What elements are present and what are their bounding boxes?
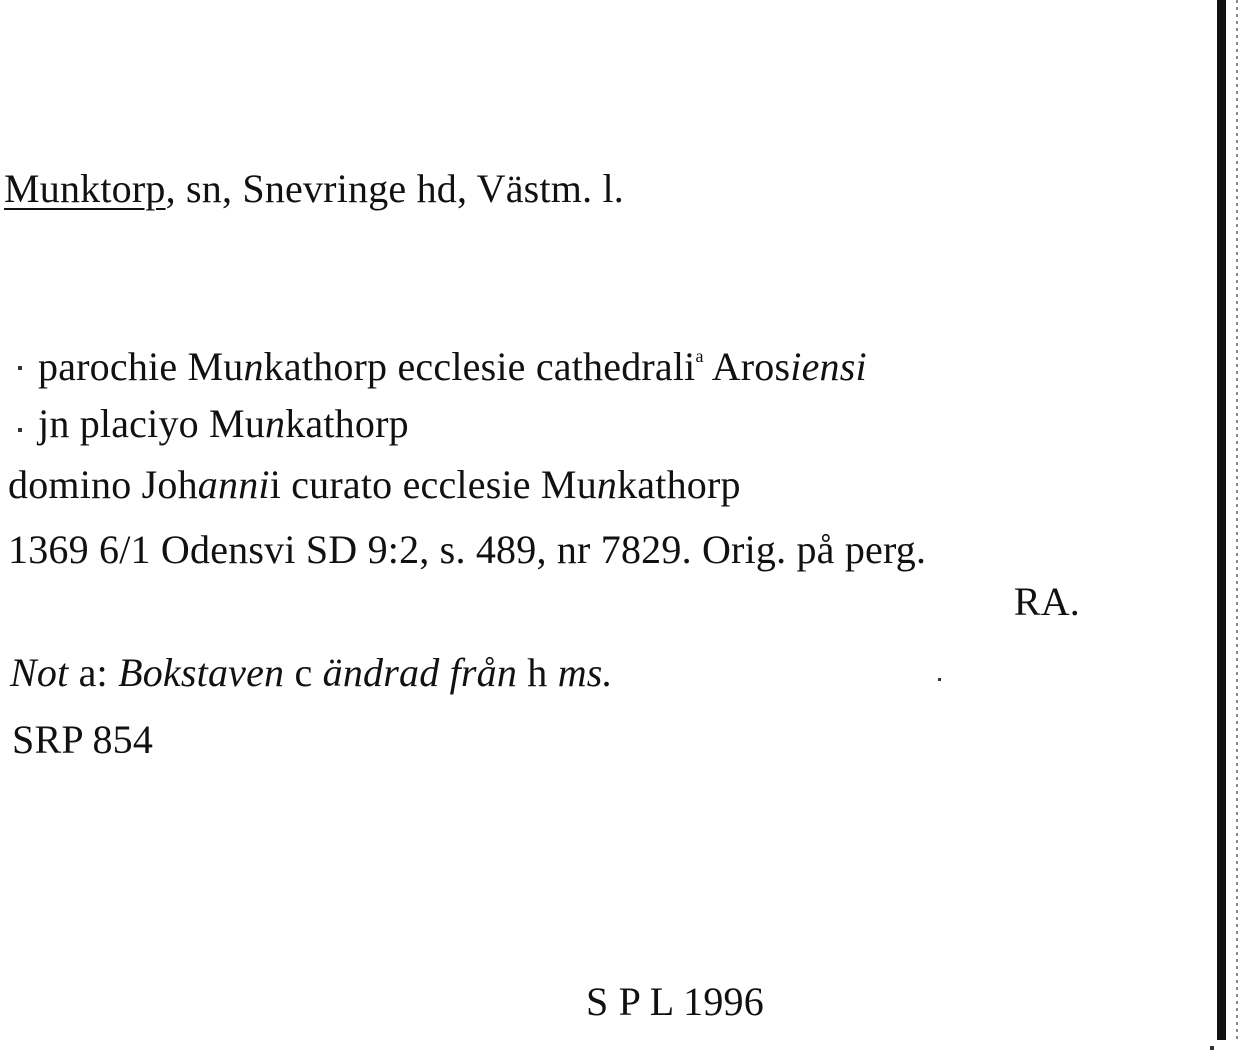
citation-line-1 [38, 333, 867, 390]
note-marker-ref: a: [68, 650, 119, 695]
citation-text: i curato ecclesie Mu [269, 462, 597, 507]
note-text: ms. [557, 650, 613, 695]
bullet-mark [18, 366, 22, 370]
speck-mark [938, 678, 941, 681]
speck-mark [1210, 1046, 1214, 1050]
note-text: ändrad från [322, 650, 518, 695]
citation-text: parochie Mu [38, 344, 244, 389]
footer-stamp: S P L 1996 [586, 979, 764, 1024]
citation-expansion: n [596, 462, 618, 507]
citation-text: Aros [703, 344, 791, 389]
heading-details: , sn, Snevringe hd, Västm. l. [165, 166, 624, 211]
archive-abbreviation: RA. [1013, 579, 1080, 624]
note-text: Bokstaven [118, 650, 285, 695]
entry-heading [4, 166, 624, 212]
citation-line-2 [38, 401, 409, 447]
citation-expansion: n [243, 344, 264, 389]
note-label: Not [10, 650, 69, 695]
bullet-mark [18, 428, 22, 432]
citation-expansion: iensi [790, 344, 867, 389]
citation-text: kathorp [617, 462, 741, 507]
citation-line-3 [8, 462, 741, 508]
note-letter: h [517, 650, 558, 695]
note-letter: c [284, 650, 323, 695]
citation-expansion: n [265, 401, 286, 446]
citation-text: kathorp [285, 401, 409, 446]
citation-text: jn placiyo Mu [38, 401, 266, 446]
source-line: 1369 6/1 Odensvi SD 9:2, s. 489, nr 7829. Orig. på perg. [8, 527, 927, 572]
editorial-note [10, 650, 613, 696]
card-edge-shadow [1217, 0, 1226, 1040]
reference-code: SRP 854 [12, 717, 154, 762]
citation-text: domino Joh [8, 462, 198, 507]
card-edge-speckle [1236, 0, 1238, 1040]
headword: Munktorp [4, 166, 166, 211]
note-marker: a [695, 346, 704, 366]
citation-text: kathorp ecclesie cathedrali [263, 344, 696, 389]
citation-expansion: anni [197, 462, 270, 507]
